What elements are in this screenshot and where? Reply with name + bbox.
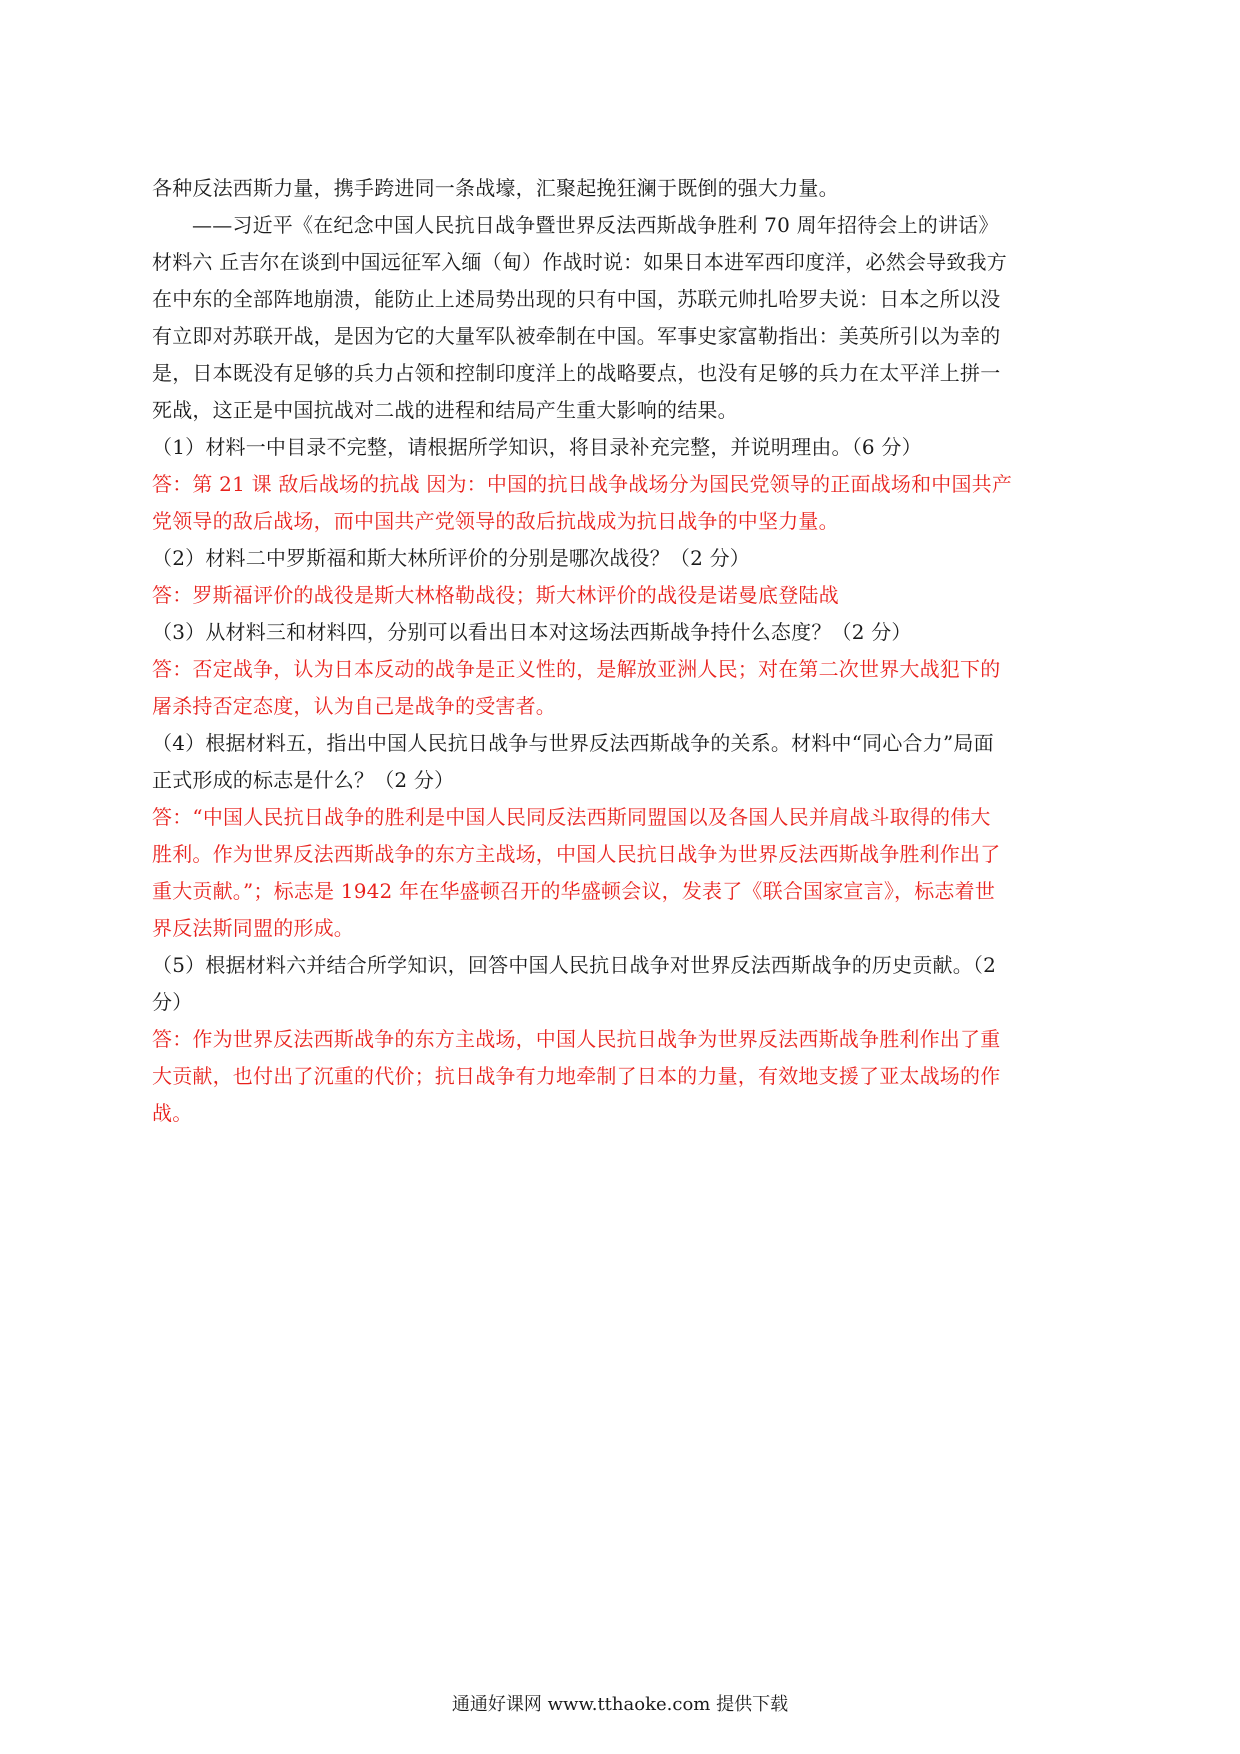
question-4: 正式形成的标志是什么？（2 分） <box>152 768 455 792</box>
question-5: 分） <box>152 990 193 1014</box>
text-line: 各种反法西斯力量，携手跨进同一条战壕，汇聚起挽狂澜于既倒的强大力量。 <box>152 176 839 200</box>
answer-1-line: 党领导的敌后战场，而中国共产党领导的敌后抗战成为抗日战争的中坚力量。 <box>152 509 839 533</box>
text-line: 死战，这正是中国抗战对二战的进程和结局产生重大影响的结果。 <box>152 398 738 422</box>
question-3: （3）从材料三和材料四，分别可以看出日本对这场法西斯战争持什么态度？（2 分） <box>152 620 912 644</box>
answer-4-line: 答：“中国人民抗日战争的胜利是中国人民同反法西斯同盟国以及各国人民并肩战斗取得的伟大 <box>152 805 991 829</box>
answer-5-line: 战。 <box>152 1101 193 1125</box>
answer-4-line: 胜利。作为世界反法西斯战争的东方主战场，中国人民抗日战争为世界反法西斯战争胜利作出了 <box>152 842 1001 866</box>
answer-4-line: 重大贡献。”；标志是 1942 年在华盛顿召开的华盛顿会议，发表了《联合国家宣言》，标志着世 <box>152 879 996 903</box>
text-line: 在中东的全部阵地崩溃，能防止上述局势出现的只有中国，苏联元帅扎哈罗夫说：日本之所以没 <box>152 287 1001 311</box>
question-5: （5）根据材料六并结合所学知识，回答中国人民抗日战争对世界反法西斯战争的历史贡献。（2 <box>152 953 997 977</box>
answer-1-line: 答：第 21 课 敌后战场的抗战 因为：中国的抗日战争战场分为国民党领导的正面战场和中国共产 <box>152 472 1013 496</box>
answer-3-line: 屠杀持否定态度，认为自己是战争的受害者。 <box>152 694 556 718</box>
text-line: 材料六 丘吉尔在谈到中国远征军入缅（甸）作战时说：如果日本进军西印度洋，必然会导致我方 <box>152 250 1007 274</box>
question-2: （2）材料二中罗斯福和斯大林所评价的分别是哪次战役？（2 分） <box>152 546 751 570</box>
question-1: （1）材料一中目录不完整，请根据所学知识，将目录补充完整，并说明理由。（6 分） <box>152 435 922 459</box>
answer-3-line: 答：否定战争，认为日本反动的战争是正义性的，是解放亚洲人民；对在第二次世界大战犯下的 <box>152 657 1001 681</box>
question-4: （4）根据材料五，指出中国人民抗日战争与世界反法西斯战争的关系。材料中“同心合力”局面 <box>152 731 994 755</box>
quote-attribution: ——习近平《在纪念中国人民抗日战争暨世界反法西斯战争胜利 70 周年招待会上的讲话》 <box>192 213 999 237</box>
text-line: 有立即对苏联开战，是因为它的大量军队被牵制在中国。军事史家富勒指出：美英所引以为幸的 <box>152 324 1001 348</box>
page-footer: 通通好课网 www.tthaoke.com 提供下载 <box>451 1694 789 1715</box>
answer-5-line: 答：作为世界反法西斯战争的东方主战场，中国人民抗日战争为世界反法西斯战争胜利作出了重 <box>152 1027 1001 1051</box>
text-line: 是，日本既没有足够的兵力占领和控制印度洋上的战略要点，也没有足够的兵力在太平洋上拼一 <box>152 361 1001 385</box>
answer-2-line: 答：罗斯福评价的战役是斯大林格勒战役；斯大林评价的战役是诺曼底登陆战 <box>152 583 839 607</box>
answer-4-line: 界反法斯同盟的形成。 <box>152 916 354 940</box>
document-body <box>152 170 1092 1132</box>
answer-5-line: 大贡献，也付出了沉重的代价；抗日战争有力地牵制了日本的力量，有效地支援了亚太战场的作 <box>152 1064 1001 1088</box>
